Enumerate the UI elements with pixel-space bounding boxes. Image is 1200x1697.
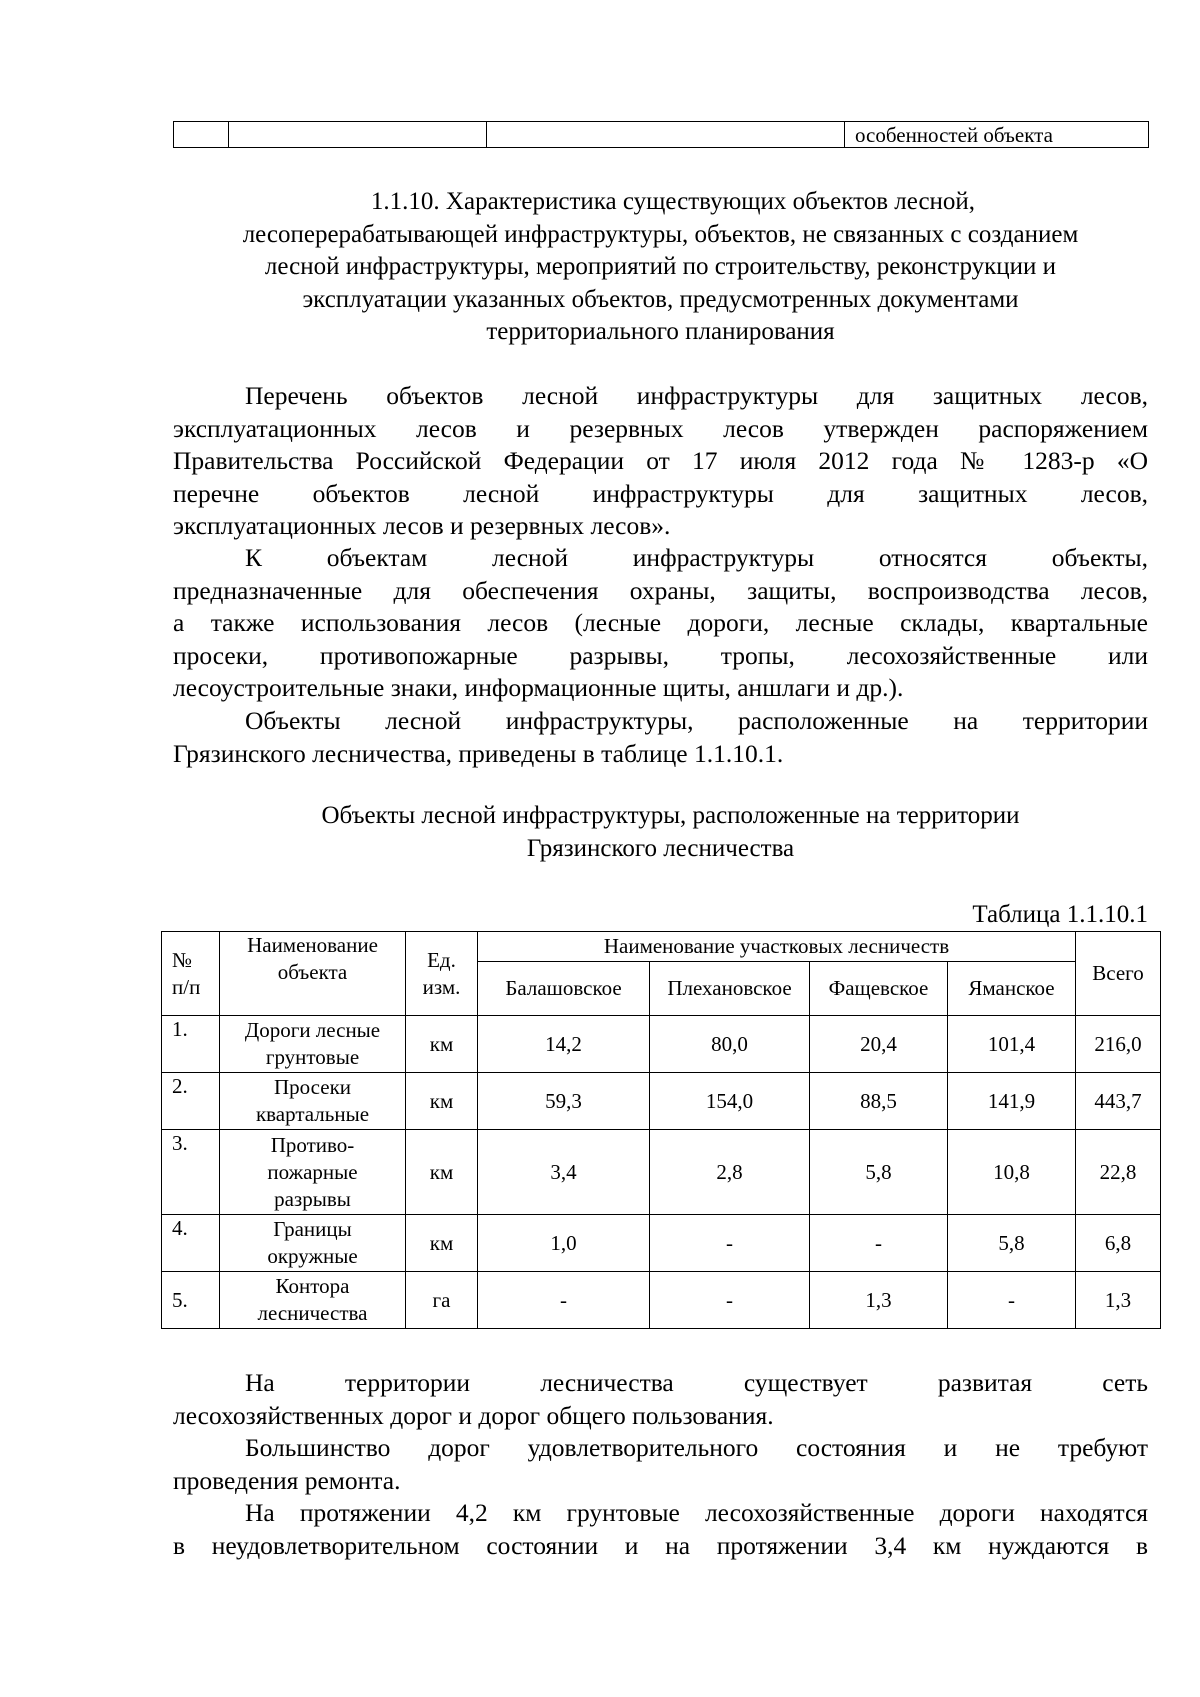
header-district: Фащевское [810, 962, 948, 1016]
row-value: 59,3 [478, 1073, 650, 1130]
table-row [162, 1272, 1161, 1329]
table-row [162, 1130, 1161, 1215]
row-value: 88,5 [810, 1073, 948, 1130]
row-name: Просеки квартальные [220, 1073, 406, 1130]
closing-paragraph-1 [173, 1367, 1148, 1432]
text-line: лесоустроительные знаки, информационные щиты, аншлаги и др.). [173, 673, 904, 702]
row-total: 6,8 [1076, 1215, 1161, 1272]
table-header-row [162, 932, 1161, 962]
section-title-line: лесной инфраструктуры, мероприятий по строительству, реконструкции и [264, 253, 1057, 280]
text-line: лесохозяйственных дорог и дорог общего пользования. [173, 1400, 774, 1430]
intro-paragraph-2 [173, 542, 1148, 705]
header-unit: Ед. изм. [406, 932, 478, 1016]
closing-paragraph-2 [173, 1432, 1148, 1497]
row-value: - [650, 1215, 810, 1272]
section-title-line: лесоперерабатывающей инфраструктуры, объектов, не связанных с созданием [242, 220, 1079, 248]
text-line: перечне объектов лесной инфраструктуры для защитных лесов, [173, 478, 1148, 508]
text-line: Правительства Российской Федерации от 17 июля 2012 года № 1283-р «О [173, 446, 1148, 475]
row-total: 216,0 [1076, 1016, 1161, 1073]
text-line: просеки, противопожарные разрывы, тропы, лесохозяйственные или [173, 640, 1148, 670]
row-num: 5. [162, 1272, 220, 1329]
header-district: Яманское [948, 962, 1076, 1016]
row-unit: га [406, 1272, 478, 1329]
row-unit: км [406, 1215, 478, 1272]
text-line: Большинство дорог удовлетворительного состояния и не требуют [245, 1433, 1148, 1462]
row-unit: км [406, 1016, 478, 1073]
row-name: Границы окружные [220, 1215, 406, 1272]
text-line: проведения ремонта. [173, 1465, 401, 1495]
header-districts-group: Наименование участковых лесничеств [478, 932, 1076, 962]
section-title-line: 1.1.10. Характеристика существующих объектов лесной, [370, 188, 976, 215]
text-line: предназначенные для обеспечения охраны, защиты, воспроизводства лесов, [173, 575, 1148, 605]
row-value: - [478, 1272, 650, 1329]
section-title-line: эксплуатации указанных объектов, предусмотренных документами [302, 285, 1019, 313]
row-value: - [650, 1272, 810, 1329]
table-cell [487, 122, 845, 148]
row-value: - [810, 1215, 948, 1272]
text-line: Перечень объектов лесной инфраструктуры для защитных лесов, [245, 381, 1148, 410]
text-line: На протяжении 4,2 км грунтовые лесохозяйственные дороги находятся [245, 1498, 1148, 1527]
row-value: 154,0 [650, 1073, 810, 1130]
row-num: 1. [162, 1016, 220, 1073]
header-num: № п/п [162, 932, 220, 1016]
text-line: эксплуатационных лесов и резервных лесов». [173, 511, 671, 540]
row-total: 22,8 [1076, 1130, 1161, 1215]
row-num: 2. [162, 1073, 220, 1130]
table-caption [173, 800, 1148, 865]
header-name: Наименование объекта [220, 932, 406, 1016]
row-value: 101,4 [948, 1016, 1076, 1073]
table-number: Таблица 1.1.10.1 [972, 901, 1148, 928]
table-cell [174, 122, 229, 148]
text-line: эксплуатационных лесов и резервных лесов утвержден распоряжением [173, 413, 1148, 443]
row-total: 1,3 [1076, 1272, 1161, 1329]
row-value: 1,0 [478, 1215, 650, 1272]
row-value: 20,4 [810, 1016, 948, 1073]
previous-table-continuation [173, 121, 1149, 148]
table-cell: особенностей объекта [845, 122, 1149, 148]
row-name: Контора лесничества [220, 1272, 406, 1329]
row-value: 80,0 [650, 1016, 810, 1073]
table-caption-line: Грязинского лесничества [526, 834, 795, 862]
row-value: 10,8 [948, 1130, 1076, 1215]
row-value: 141,9 [948, 1073, 1076, 1130]
row-total: 443,7 [1076, 1073, 1161, 1130]
closing-paragraph-3 [173, 1497, 1148, 1562]
row-name: Противо- пожарные разрывы [220, 1130, 406, 1215]
header-district: Балашовское [478, 962, 650, 1016]
row-unit: км [406, 1130, 478, 1215]
row-num: 3. [162, 1130, 220, 1215]
row-num: 4. [162, 1215, 220, 1272]
forest-infrastructure-table [161, 931, 1161, 1329]
table-caption-line: Объекты лесной инфраструктуры, расположенные на территории [321, 802, 1020, 829]
row-value: - [948, 1272, 1076, 1329]
header-district: Плехановское [650, 962, 810, 1016]
row-name: Дороги лесные грунтовые [220, 1016, 406, 1073]
text-line: К объектам лесной инфраструктуры относятся объекты, [245, 543, 1148, 572]
row-value: 3,4 [478, 1130, 650, 1215]
text-line: Объекты лесной инфраструктуры, расположенные на территории [245, 706, 1148, 735]
row-value: 2,8 [650, 1130, 810, 1215]
row-value: 5,8 [948, 1215, 1076, 1272]
row-value: 1,3 [810, 1272, 948, 1329]
section-title [173, 186, 1148, 349]
header-total: Всего [1076, 932, 1161, 1016]
text-line: Грязинского лесничества, приведены в таблице 1.1.10.1. [173, 738, 784, 768]
text-line: На территории лесничества существует развитая сеть [245, 1368, 1148, 1397]
row-unit: км [406, 1073, 478, 1130]
text-line: в неудовлетворительном состоянии и на протяжении 3,4 км нуждаются в [173, 1530, 1148, 1560]
section-title-line: территориального планирования [486, 318, 835, 345]
text-line: а также использования лесов (лесные дороги, лесные склады, квартальные [173, 608, 1148, 637]
intro-paragraph-3 [173, 705, 1148, 770]
table-row [162, 1016, 1161, 1073]
row-value: 14,2 [478, 1016, 650, 1073]
table-row [174, 122, 1149, 148]
table-row [162, 1215, 1161, 1272]
intro-paragraph-1 [173, 380, 1148, 543]
table-row [162, 1073, 1161, 1130]
table-cell [229, 122, 487, 148]
row-value: 5,8 [810, 1130, 948, 1215]
